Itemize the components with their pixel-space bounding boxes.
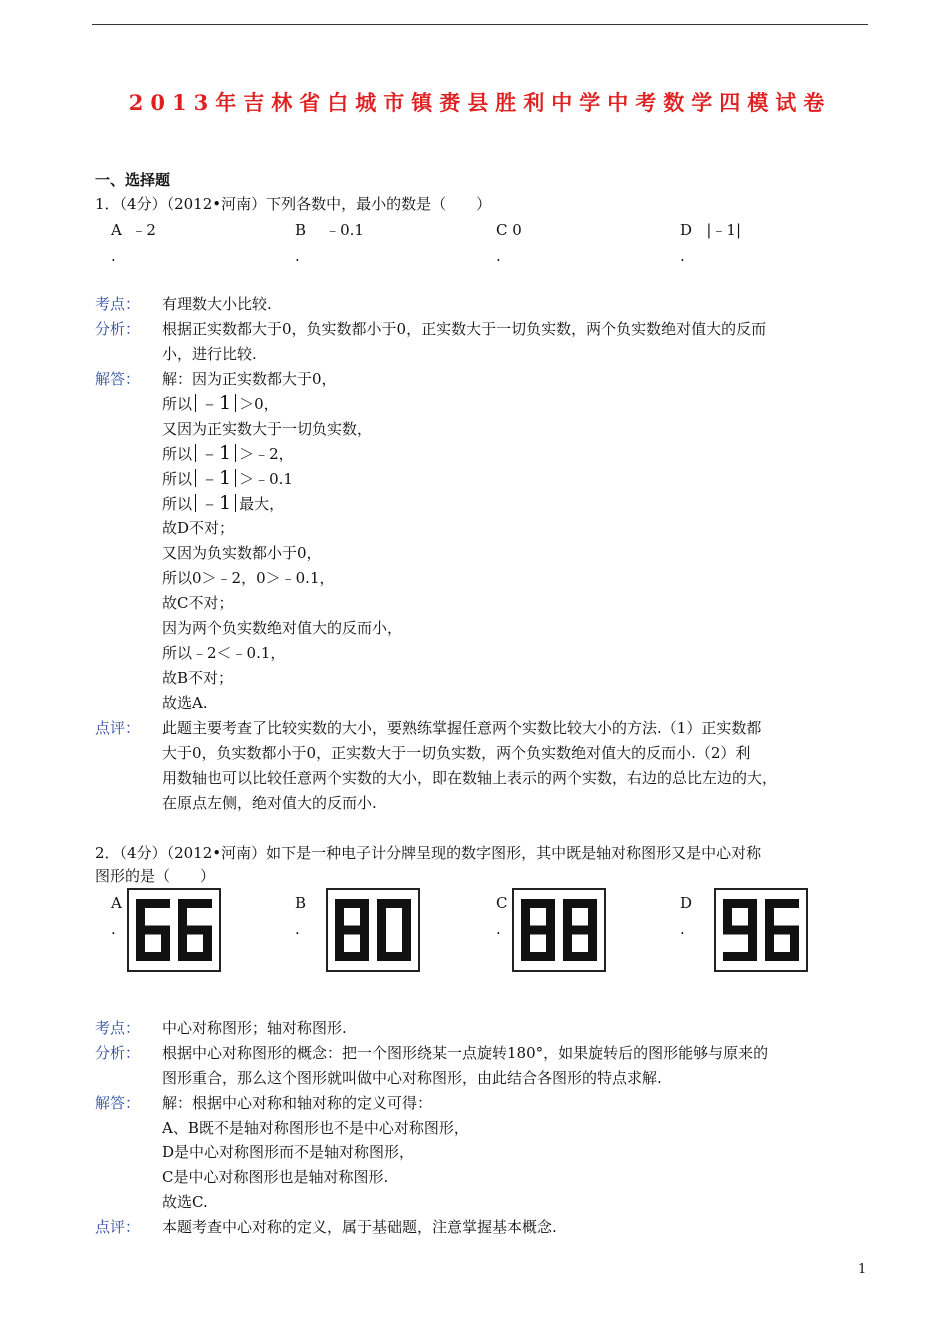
q1-option-b-dot: . <box>295 247 300 265</box>
q1-fenxi-line: 小，进行比较. <box>162 345 257 363</box>
q1-jieda-line: 所以 ﹣1 最大， <box>162 492 285 514</box>
q1-option-b[interactable]: B ﹣0.1 <box>295 221 364 239</box>
scoreboard-digits <box>514 890 604 970</box>
scoreboard-digits <box>716 890 806 970</box>
q1-option-c-dot: . <box>496 247 501 265</box>
q2-option-a-dot: . <box>111 920 116 938</box>
page-title: 2013年吉林省白城市镇赉县胜利中学中考数学四模试卷 <box>128 90 832 115</box>
q1-dianping-label: 点评： <box>95 719 141 737</box>
q1-jieda-line: 所以 ﹣1 ＞﹣2， <box>162 442 294 464</box>
q1-jieda-line: 故D不对； <box>162 519 235 537</box>
section-heading: 一、选择题 <box>95 171 171 189</box>
q2-stem-line: 2．（4分）（2012•河南）如下是一种电子计分牌呈现的数字图形，其中既是轴对称图形又是中心对称 <box>95 844 762 862</box>
page-number: 1 <box>858 1262 867 1277</box>
q2-kaodian-text: 中心对称图形；轴对称图形. <box>162 1019 347 1037</box>
q1-option-a-dot: . <box>111 247 116 265</box>
q2-jieda-line: 解：根据中心对称和轴对称的定义可得： <box>162 1094 433 1112</box>
q2-option-b-figure[interactable] <box>326 888 420 972</box>
q1-jieda-line: 所以0＞﹣2，0＞﹣0.1， <box>162 569 335 587</box>
q1-kaodian-text: 有理数大小比较. <box>162 295 272 313</box>
q2-stem-line: 图形的是（ ） <box>95 867 216 885</box>
q1-option-a[interactable]: A ﹣2 <box>111 221 156 239</box>
q2-option-c-figure[interactable] <box>512 888 606 972</box>
q1-jieda-line: 又因为正实数大于一切负实数， <box>162 420 373 438</box>
q2-fenxi-label: 分析： <box>95 1044 141 1062</box>
q2-option-d-dot: . <box>680 920 685 938</box>
q1-jieda-line: 故选A. <box>162 694 208 712</box>
q2-fenxi-line: 图形重合，那么这个图形就叫做中心对称图形，由此结合各图形的特点求解. <box>162 1069 662 1087</box>
q2-option-c-letter[interactable]: C <box>496 894 508 912</box>
abs-value: ﹣1 <box>195 394 236 412</box>
abs-value: ﹣1 <box>195 494 236 512</box>
q1-jieda-line: 又因为负实数都小于0， <box>162 544 322 562</box>
q2-jieda-line: C是中心对称图形也是轴对称图形. <box>162 1168 389 1186</box>
q1-jieda-line: 所以﹣2＜﹣0.1， <box>162 644 286 662</box>
scoreboard-digits <box>328 890 418 970</box>
q1-option-d-dot: . <box>680 247 685 265</box>
q1-jieda-line: 因为两个负实数绝对值大的反而小， <box>162 619 403 637</box>
q2-option-a-letter[interactable]: A <box>111 894 122 912</box>
q2-jieda-line: A、B既不是轴对称图形也不是中心对称图形， <box>162 1119 469 1137</box>
abs-value: ﹣1 <box>195 444 236 462</box>
q2-option-d-figure[interactable] <box>714 888 808 972</box>
q1-jieda-line: 解：因为正实数都大于0， <box>162 370 337 388</box>
q1-fenxi-line: 根据正实数都大于0，负实数都小于0，正实数大于一切负实数，两个负实数绝对值大的反而 <box>162 320 767 338</box>
q1-jieda-line: 故C不对； <box>162 594 234 612</box>
q2-kaodian-label: 考点： <box>95 1019 141 1037</box>
q1-stem: 1．（4分）（2012•河南）下列各数中，最小的数是（ ） <box>95 195 492 213</box>
q1-jieda-label: 解答： <box>95 370 141 388</box>
q2-jieda-line: D是中心对称图形而不是轴对称图形， <box>162 1143 415 1161</box>
header-rule <box>92 24 868 25</box>
q2-dianping-text: 本题考查中心对称的定义，属于基础题，注意掌握基本概念. <box>162 1218 557 1236</box>
scoreboard-digits <box>129 890 219 970</box>
q1-jieda-line: 所以 ﹣1 ＞﹣0.1 <box>162 467 293 489</box>
q1-jieda-line: 故B不对； <box>162 669 234 687</box>
q2-option-c-dot: . <box>496 920 501 938</box>
abs-value: ﹣1 <box>195 469 236 487</box>
q1-dianping-line: 用数轴也可以比较任意两个实数的大小，即在数轴上表示的两个实数，右边的总比左边的大， <box>162 769 778 787</box>
q2-dianping-label: 点评： <box>95 1218 141 1236</box>
q1-dianping-line: 此题主要考查了比较实数的大小，要熟练掌握任意两个实数比较大小的方法.（1）正实数都 <box>162 719 762 737</box>
q2-option-b-letter[interactable]: B <box>295 894 307 912</box>
q2-option-a-figure[interactable] <box>127 888 221 972</box>
q1-jieda-line: 所以 ﹣1 ＞0， <box>162 392 279 414</box>
q1-fenxi-label: 分析： <box>95 320 141 338</box>
q2-jieda-line: 故选C. <box>162 1193 208 1211</box>
q1-dianping-line: 在原点左侧，绝对值大的反而小. <box>162 794 377 812</box>
q2-fenxi-line: 根据中心对称图形的概念：把一个图形绕某一点旋转180°，如果旋转后的图形能够与原来的 <box>162 1044 769 1062</box>
q1-kaodian-label: 考点： <box>95 295 141 313</box>
q2-option-d-letter[interactable]: D <box>680 894 693 912</box>
q1-dianping-line: 大于0，负实数都小于0，正实数大于一切负实数，两个负实数绝对值大的反而小.（2）利 <box>162 744 751 762</box>
q1-option-d[interactable]: D |﹣1| <box>680 221 741 239</box>
q2-jieda-label: 解答： <box>95 1094 141 1112</box>
q2-option-b-dot: . <box>295 920 300 938</box>
q1-option-c[interactable]: C 0 <box>496 221 522 239</box>
